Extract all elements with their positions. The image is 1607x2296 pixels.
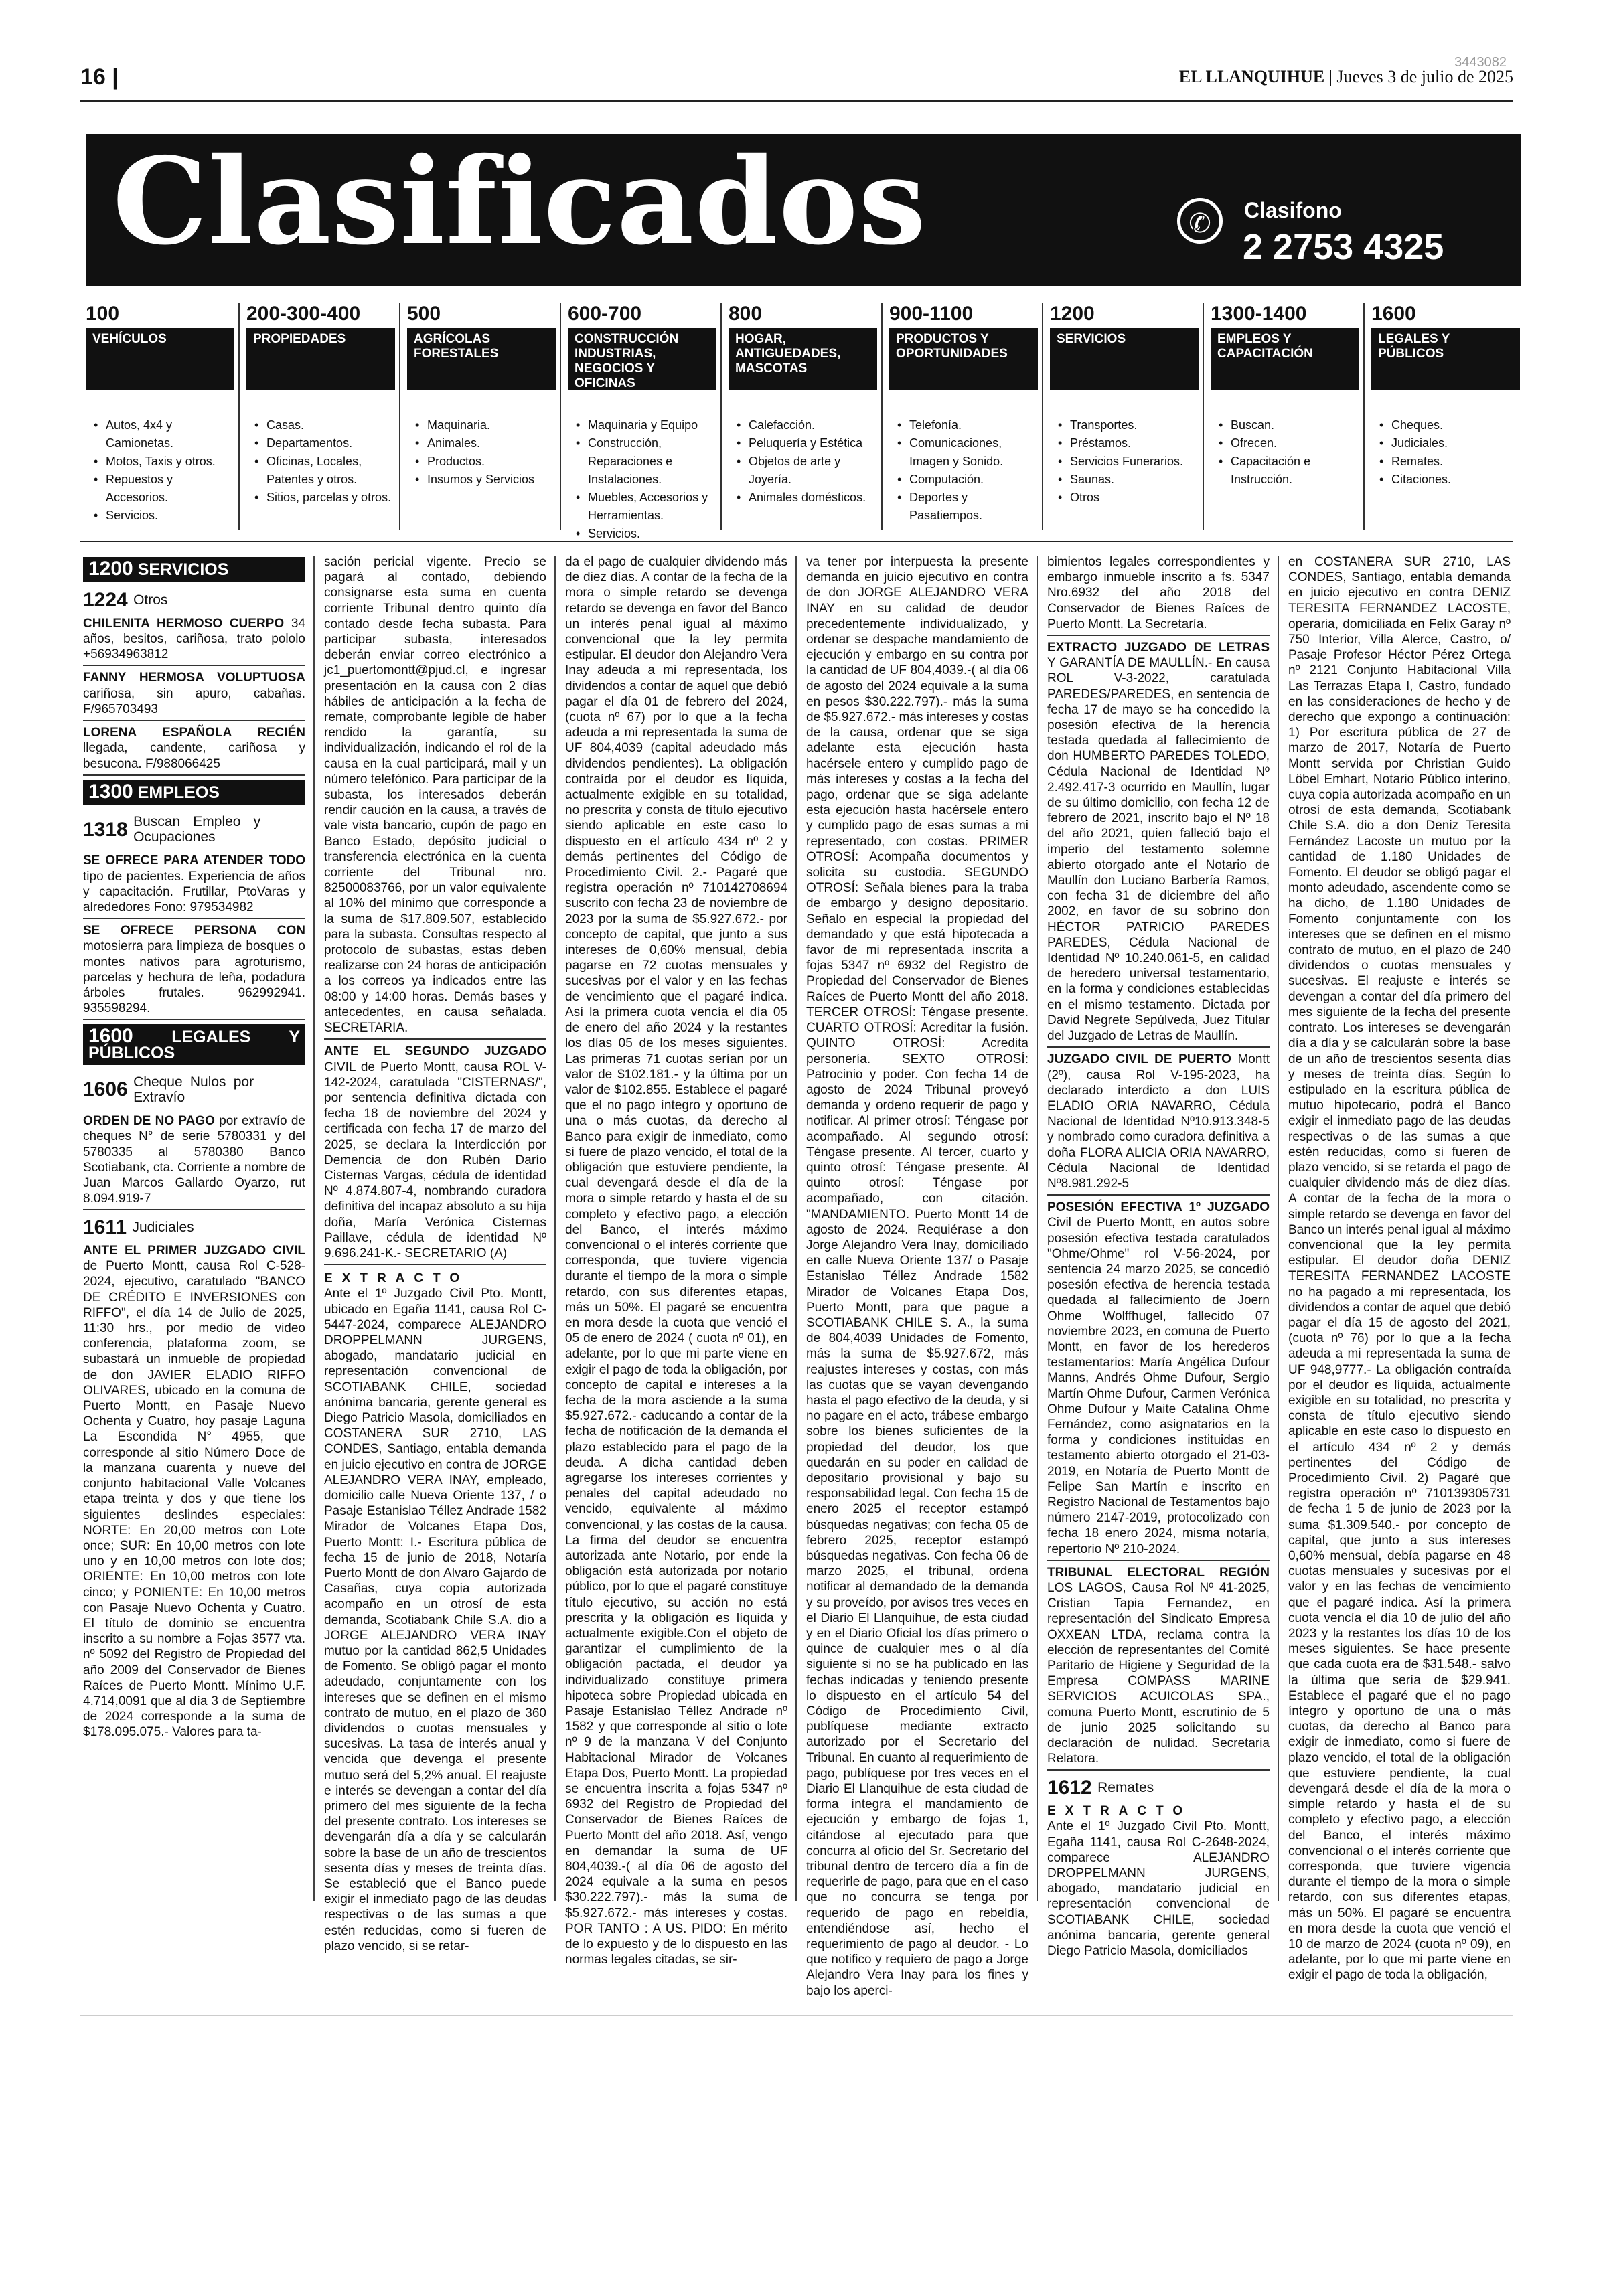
category-number: 1600 — [1371, 303, 1416, 325]
category-item: • Motos, Taxis y otros. — [106, 453, 234, 471]
category-item: • Servicios Funerarios. — [1070, 453, 1199, 471]
notice-text: Montt (2º), causa Rol V-195-2023, ha declarado interdicto a don LUIS ELADIO ORIA NAVARRO, Cédula Nacional de Identidad Nº10.913.348-5 y nombrado como curadora definitiva a doña FLORA ALICIA ORIA NAVARRO, Cédula Nacional de Identidad Nº8.981.292-5 — [1047, 1052, 1270, 1191]
top-rule — [80, 100, 1513, 102]
column-rule — [1278, 556, 1279, 1901]
category-column — [889, 303, 1038, 525]
category-number: 1300-1400 — [1211, 303, 1307, 325]
category-item: • Telefonía. — [909, 416, 1038, 434]
category-item: • Deportes y Pasatiempos. — [909, 489, 1038, 525]
ads-empleo-list — [83, 853, 305, 1020]
subsection-label: Judiciales — [132, 1219, 194, 1235]
category-separator — [720, 303, 722, 530]
category-name: PRODUCTOS Y OPORTUNIDADES — [889, 328, 1038, 390]
category-item: • Maquinaria. — [427, 416, 556, 434]
category-item: • Citaciones. — [1391, 471, 1520, 489]
notice-lead: JUZGADO CIVIL DE PUERTO — [1047, 1052, 1231, 1067]
classified-ad — [83, 853, 305, 919]
subsection-number: 1611 — [83, 1216, 127, 1238]
category-item: • Departamentos. — [266, 434, 395, 453]
classified-ad — [83, 670, 305, 721]
classified-ad — [83, 923, 305, 1020]
category-items — [1371, 416, 1520, 489]
category-item: • Saunas. — [1070, 471, 1199, 489]
subsection-remates — [1047, 1776, 1270, 1799]
ad-lead: SE OFRECE PERSONA CON — [83, 924, 305, 938]
category-number: 500 — [407, 303, 441, 325]
clasifono-number: 2 2753 4325 — [1243, 227, 1444, 267]
category-number: 1200 — [1050, 303, 1095, 325]
category-item: • Repuestos y Accesorios. — [106, 471, 234, 507]
clasifono-label: Clasifono — [1244, 198, 1342, 222]
category-separator — [1203, 303, 1204, 530]
category-column — [407, 303, 556, 489]
column-2 — [324, 554, 546, 1958]
category-item: • Comunicaciones, Imagen y Sonido. — [909, 434, 1038, 471]
ad-text: de Puerto Montt, causa Rol C-528-2024, ejecutivo, caratulado "BANCO DE CRÉDITO E INVERSIONES con RIFFO", el día 14 de Julio de 2025, 11:30 hrs., por medio de video conferencia, plataforma zoom, se subastará un inmueble de propiedad de don JAVIER ELADIO RIFFO OLIVARES, ubicado en la comuna de Puerto Montt, en Pasaje Nuevo Ochenta y Cuatro, hoy pasaje Laguna La Escondida N° 4955, que corresponde al sitio Número Doce de la manzana cuarenta y nueve del conjunto habitacional Valle Volcanes etapa treinta y dos y que tiene los siguientes deslindes especiales: NORTE: En 20,00 metros con Lote once; SUR: En 10,00 metros con lote uno y en 10,00 metros con lote dos; ORIENTE: En 10,00 metros con lote cinco; y PONIENTE: En 10,00 metros con Pasaje Nuevo Ochenta y Cuatro. El título de dominio se encuentra inscrito a su nombre a Fojas 3577 vta. nº 5092 del Registro de Propiedad del año 2009 del Conservador de Bienes Raíces de Puerto Montt. Mínimo U.F. 4.714,0091 que al día 3 de Septiembre de 2024 corresponde a la suma de $178.095.075.- Valores para ta- — [83, 1259, 305, 1740]
subsection-label: Buscan Empleo y Ocupaciones — [133, 813, 261, 845]
ad-text: cariñosa, sin apuro, cabañas. F/965703493 — [83, 686, 305, 716]
notice-text: Y GARANTÍA DE MAULLÍN.- En causa ROL V-3-2022, caratulada PAREDES/PAREDES, en sentencia de fecha 17 de mayo se ha concedido la posesión efectiva de la herencia testada quedada al fallecimiento de don HUMBERTO PAREDES TOLEDO, Cédula Nacional de Identidad Nº 2.492.417-3 ocurrido en Maullín, lugar de su último domicilio, con fecha 12 de febrero de 2021, inscrito bajo el Nº 18 del año 2021, quien falleció bajo el imperio del testamento solemne abierto otorgado ante el Notario de Maullín don Luciano Barbería Ramos, con fecha 31 de diciembre del año 2002, en favor de su sobrino don HÉCTOR PATRICIO PAREDES PAREDES, Cédula Nacional de Identidad Nº 10.240.061-5, en calidad de heredero universal testamentario, en la forma y condiciones establecidas en el mismo testamento. Dictada por David Negrete Sepúlveda, Juez Titular del Juzgado de Letras de Maullín. — [1047, 656, 1270, 1044]
category-column — [1050, 303, 1199, 507]
column-rule — [554, 556, 556, 1901]
extracto-heading: EXTRACTO — [324, 1271, 469, 1286]
section-number: 1600 — [88, 1025, 133, 1048]
category-items — [729, 416, 877, 507]
extracto-heading: EXTRACTO — [1047, 1804, 1193, 1819]
category-name: VEHÍCULOS — [86, 328, 234, 390]
subsection-otros — [83, 588, 305, 611]
category-name: LEGALES Y PÚBLICOS — [1371, 328, 1520, 390]
section-label: SERVICIOS — [137, 560, 229, 579]
section-number: 1300 — [88, 780, 133, 803]
legal-notice — [1047, 640, 1270, 1048]
ad-lead: ORDEN DE NO PAGO — [83, 1114, 215, 1129]
classified-ad — [83, 616, 305, 667]
subsection-number: 1224 — [83, 588, 128, 611]
subsection-judiciales — [83, 1216, 305, 1238]
document-code: 3443082 — [1454, 55, 1507, 70]
section-number: 1200 — [88, 558, 133, 580]
notice-text: LOS LAGOS, Causa Rol Nº 41-2025, Cristian Tapia Fernandez, en representación del Sindicato Empresa OXXEAN LTDA, reclama contra la elección de representantes del Comité Paritario de Higiene y Seguridad de la Empresa COMPASS MARINE SERVICIOS ACUICOLAS SPA., comuna Puerto Montt, escrutinio de 5 de junio 2025 solicitando su declaración de nulidad. Secretaria Relatora. — [1047, 1581, 1270, 1767]
category-item: • Buscan. — [1231, 416, 1359, 434]
category-number: 200-300-400 — [246, 303, 361, 325]
column-rule — [1037, 556, 1038, 1901]
category-item: • Ofrecen. — [1231, 434, 1359, 453]
category-item: • Muebles, Accesorios y Herramientas. — [588, 489, 716, 525]
category-item: • Oficinas, Locales, Patentes y otros. — [266, 453, 395, 489]
category-items — [889, 416, 1038, 525]
category-items — [568, 416, 716, 543]
ad-text: llegada, candente, cariñosa y besucona. F/988066425 — [83, 741, 305, 771]
masthead — [1179, 67, 1513, 87]
category-separator — [881, 303, 883, 530]
column-6 — [1288, 554, 1511, 1987]
category-item: • Objetos de arte y Joyería. — [749, 453, 877, 489]
ad-text: por extravío de cheques N° de serie 5780331 y del 5780335 al 5780380 Banco Scotiabank, cta. Corriente a nombre de Juan Marcos Gallardo Oyarzo, rut 8.094.919-7 — [83, 1114, 305, 1206]
notice-text: Civil de Puerto Montt, en autos sobre posesión efectiva testada caratulados "Ohme/Ohme" rol V-56-2024, por sentencia 24 marzo 2025, se concedió posesión efectiva de herencia testada quedada al fallecimiento de Joern Ohme Wolffhugel, fallecido 07 noviembre 2023, en comuna de Puerto Montt, en favor de los herederos testamentarios: María Angélica Dufour Manns, Andrés Ohme Dufour, Sergio Martín Ohme Dufour, Carmen Verónica Ohme Dufour y Maite Catalina Ohme Fernández, como asignatarios en la forma y condiciones instituidas en testamento abierto otorgado el 21-03-2019, en Notaría de Puerto Montt de Felipe San Martín e inscrito en Registro Nacional de Testamentos bajo número 2147-2019, protocolizado con fecha 18 enero 2024, misma notaría, repertorio Nº 210-2024. — [1047, 1216, 1270, 1556]
category-item: • Construcción, Reparaciones e Instalaciones. — [588, 434, 716, 489]
ad-text: motosierra para limpieza de bosques o montes nativos para agroturismo, parcelas y hechura de leña, podadura árboles frutales. 962992941. 935598294. — [83, 939, 305, 1016]
category-name: SERVICIOS — [1050, 328, 1199, 390]
category-number: 100 — [86, 303, 120, 325]
ad-lead: SE OFRECE PARA ATENDER TODO — [83, 853, 305, 868]
subsection-buscan — [83, 814, 305, 845]
ads-otros-list — [83, 616, 305, 776]
category-rule — [80, 541, 1513, 542]
category-item: • Productos. — [427, 453, 556, 471]
category-column — [568, 303, 716, 543]
category-items — [1211, 416, 1359, 489]
notice-lead: POSESIÓN EFECTIVA 1º JUZGADO — [1047, 1200, 1270, 1215]
category-separator — [560, 303, 561, 530]
category-item: • Préstamos. — [1070, 434, 1199, 453]
notice-lead: ANTE EL SEGUNDO JUZGADO — [324, 1044, 546, 1059]
category-number: 600-700 — [568, 303, 642, 325]
notice-lead: EXTRACTO JUZGADO DE LETRAS — [1047, 641, 1270, 655]
category-name: PROPIEDADES — [246, 328, 395, 390]
category-separator — [1363, 303, 1365, 530]
masthead-date: | Jueves 3 de julio de 2025 — [1328, 67, 1513, 86]
legal-notice — [324, 1044, 546, 1265]
category-item: • Judiciales. — [1391, 434, 1520, 453]
bottom-rule — [80, 2015, 1513, 2016]
category-items — [1050, 416, 1199, 507]
legal-notice: bimientos legales correspondientes y embargo inmueble inscrito a fs. 5347 Nro.6932 del año 2018 del Conservador de Bienes Raíces de Puerto Montt. La Secretaría. — [1047, 554, 1270, 636]
category-item: • Sitios, parcelas y otros. — [266, 489, 395, 507]
column-rule — [313, 556, 315, 1901]
category-name: HOGAR, ANTIGUEDADES, MASCOTAS — [729, 328, 877, 390]
category-items — [86, 416, 234, 525]
category-separator — [399, 303, 400, 530]
subsection-number: 1318 — [83, 818, 128, 841]
ad-lead: FANNY HERMOSA VOLUPTUOSA — [83, 671, 305, 685]
subsection-number: 1612 — [1047, 1776, 1092, 1799]
category-item: • Animales. — [427, 434, 556, 453]
category-column — [1371, 303, 1520, 489]
category-items — [246, 416, 395, 507]
category-separator — [1042, 303, 1043, 530]
subsection-cheques — [83, 1074, 305, 1105]
subsection-label: Cheque Nulos por Extravío — [133, 1074, 254, 1105]
masthead-name: EL LLANQUIHUE — [1178, 67, 1325, 86]
legal-notice: va tener por interpuesta la presente demanda en juicio ejecutivo en contra de don JORGE ALEJANDRO VERA INAY en su calidad de deudor precedentemente individualizado, y ordenar se despache mandamiento de ejecución y embargo en su contra por la cantidad de UF 804,4039.-( al día 06 de agosto del 2024 equivale a la suma en pesos $30.222.797).- más la suma de $5.927.672.- más intereses y costas de la causa, ordenar que se siga adelante esta ejecución hasta hacérsele entero y cumplido pago de más intereses y costas a la fecha del pago, ordenar que se siga adelante esta ejecución hasta hacérsele entero y cumplido pago de esas sumas a mi representado, con costas. PRIMER OTROSÍ: Acompaña documentos y solicita su custodia. SEGUNDO OTROSÍ: Señala bienes para la traba de embargo y designo depositario. Señalo en especial la propiedad del demandado y que está hipotecada a favor de mi representada inscrita a fojas 5347 nº 6932 del Registro de Propiedad del Conservador de Bienes Raíces de Puerto Montt del año 2018. TERCER OTROSÍ: Téngase presente. CUARTO OTROSÍ: Acreditar la fusión. QUINTO OTROSÍ: Acredita personería. SEXTO OTROSÍ: Patrocinio y poder. Con fecha 14 de agosto de 2024 Tribunal proveyó demanda y ordeno requerir de pago y notificar. Al primer otrosí: Téngase por acompañado. Al segundo otrosí: Téngase presente. Al tercer, cuarto y quinto otrosí: Téngase presente. Al quinto otrosí: Téngase por acompañado, con citación. "MANDAMIENTO. Puerto Montt 14 de agosto de 2024. Requiérase a don Jorge Alejandro Vera Inay, domiciliado en calle Nueva Oriente 137/ o Pasaje Estanislao Téllez Andrade 1582 Mirador de Volcanes Etapa Dos, Puerto Montt, para que pague a SCOTIABANK CHILE S. A., la suma de 804,4039 Unidades de Fomento, más la suma de $5.927.672, más reajustes intereses y costas, con más las cuotas que se vayan devengando hasta el pago efectivo de la deuda, y si no pagare en el acto, trábese embargo sobre los bienes suficientes de la propiedad del deudor, los que quedarán en su poder en calidad de depositario provisional y bajo su responsabilidad legal. Con fecha 15 de enero 2025 el receptor estampó búsquedas negativas; con fecha 05 de febrero 2025, receptor estampó búsquedas negativas. Con fecha 06 de marzo 2025, el tribunal, ordena notificar al demandado de la demanda y su proveído, por avisos tres veces en el Diario El Llanquihue, de esta ciudad y en el Diario Oficial los días primero o quince de cualquier mes o al día siguiente si no se ha publicado en las fechas indicadas y teniendo presente lo dispuesto en el artículo 54 del Código de Procedimiento Civil, publíquese mediante extracto autorizado por el Secretario del Tribunal. En cuanto al requerimiento de pago, publíquese por tres veces en el Diario El Llanquihue de esta ciudad de forma íntegra el mandamiento de ejecución y embargo de fojas 1, citándose al ejecutado para que concurra al oficio del Sr. Secretario del tribunal dentro de tercero día a fin de requerirle de pago, para que en el caso que no concurra se tenga por requerido de pago en rebeldía, entendiéndose así, hecho el requerimiento de pago al deudor. - Lo que notifico y requiero de pago a Jorge Alejandro Vera Inay para los fines y bajo los aperci- — [806, 555, 1028, 1998]
section-label: EMPLEOS — [137, 783, 220, 802]
category-item: • Capacitación e Instrucción. — [1231, 453, 1359, 489]
category-column — [1211, 303, 1359, 489]
category-item: • Peluquería y Estética — [749, 434, 877, 453]
ad-lead: ANTE EL PRIMER JUZGADO CIVIL — [83, 1244, 305, 1258]
category-item: • Casas. — [266, 416, 395, 434]
section-legales — [83, 1024, 305, 1064]
legal-notice: sación pericial vigente. Precio se pagará al contado, debiendo consignarse esta suma en cuenta corriente Tribunal dentro quinto día contado desde fecha subasta. Para participar subasta, interesados deberán enviar correo electrónico a jc1_puertomontt@pjud.cl, e ingresar presentación en la causa con 2 días hábiles de anticipación a la fecha de remate, comprobante legible de haber rendido la garantía, su individualización, indicando el rol de la causa en la cual participará, mail y un número telefónico. Para participar de la subasta, los interesados deberán rendir caución en la causa, a través de vale vista bancario, cupón de pago en Banco Estado, depósito judicial o transferencia electrónica en la cuenta corriente del Tribunal nro. 82500083766, por un valor equivalente al 10% del mínimo que corresponde a la suma de $17.809.507, establecido para la subasta. Consultas respecto al protocolo de subastas, estas deben realizarse con 24 horas de anticipación a los correos ya indicados entre las 08:00 y 14:00 horas. Demás bases y antecedentes, en causa señalada. SECRETARIA. — [324, 554, 546, 1040]
category-items — [407, 416, 556, 489]
legal-notice — [1047, 1200, 1270, 1561]
category-item: • Servicios. — [588, 525, 716, 543]
section-empleos — [83, 780, 305, 805]
column-1 — [83, 554, 305, 1744]
category-number: 900-1100 — [889, 303, 974, 325]
column-4 — [806, 554, 1028, 2003]
legal-notice: Ante el 1º Juzgado Civil Pto. Montt, Egaña 1141, causa Rol C-2648-2024, comparece ALEJANDRO DROPPELMANN JURGENS, abogado, mandatario judicial en representación convencional de SCOTIABANK CHILE, sociedad anónima bancaria, gerente general Diego Patricio Masola, domiciliados — [1047, 1819, 1270, 1958]
category-item: • Transportes. — [1070, 416, 1199, 434]
category-item: • Animales domésticos. — [749, 489, 877, 507]
category-item: • Otros — [1070, 489, 1199, 507]
legal-notice — [1047, 1052, 1270, 1196]
subsection-label: Otros — [133, 592, 168, 608]
category-name: EMPLEOS Y CAPACITACIÓN — [1211, 328, 1359, 390]
ad-lead: CHILENITA HERMOSO CUERPO — [83, 616, 285, 631]
category-item: • Remates. — [1391, 453, 1520, 471]
column-3 — [565, 554, 787, 1971]
legal-notice: Ante el 1º Juzgado Civil Pto. Montt, ubicado en Egaña 1141, causa Rol C-5447-2024, comparece ALEJANDRO DROPPELMANN JURGENS, abogado, mandatario judicial en representación convencional de SCOTIABANK CHILE, sociedad anónima bancaria, gerente general es Diego Patricio Masola, domiciliados en COSTANERA SUR 2710, LAS CONDES, Santiago, entabla demanda en juicio ejecutivo en contra de JORGE ALEJANDRO VERA INAY, empleado, domicilio calle Nueva Oriente 137, / o Pasaje Estanislao Téllez Andrade 1582 Mirador de Volcanes Etapa Dos, Puerto Montt: I.- Escritura pública de fecha 15 de junio de 2018, Notaría Puerto Montt de don Alvaro Gajardo de Casañas, cuya copia autorizada acompaño en un otrosí de esta demanda, Scotiabank Chile S.A. dio a JORGE ALEJANDRO VERA INAY mutuo por la cantidad 862,5 Unidades de Fomento. Se obligó pagar el monto adeudado, conjuntamente con los intereses que se definen en el mismo contrato de mutuo, en el plazo de 360 dividendos o cuotas mensuales y sucesivas. La tasa de interés anual y vencida que devenga el presente mutuo será del 5,2% anual. El reajuste e interés se devengan a contar del día primero del mes siguiente de la fecha del presente contrato. Los intereses se devengarán día a día y se calcularán sobre la base de un año de trescientos sesenta días y meses de treinta días. Se estableció que el Banco puede exigir el inmediato pago de las deudas respectivas o de las sumas a que estén reducidas, como si fueren de plazo vencido, si se retar- — [324, 1287, 546, 1953]
subsection-label: Remates — [1097, 1779, 1154, 1795]
category-item: • Maquinaria y Equipo — [588, 416, 716, 434]
legal-notice: da el pago de cualquier dividendo más de diez días. A contar de la fecha de la mora o simple retardo se devenga retardo se devenga en favor del Banco un interés penal igual al máximo convencional que la ley permita estipular. El deudor don Alejandro Vera Inay adeuda a mi representada, los dividendos a contar de aquel que debió pagar el día 01 de febrero del 2024, (cuota nº 67) por lo que a la fecha adeuda a mi representada la suma de UF 804,4039 (capital adeudado más dividendos pendientes). La obligación contraída por el deudor es líquida, actualmente exigible en su totalidad, no prescrita y consta de título ejecutivo siendo aplicable en este caso lo dispuesto en el artículo 434 nº 2 y demás pertinentes del Código de Procedimiento Civil. 2.- Pagaré que registra operación nº 710142708694 suscrito con fecha 23 de noviembre de 2023 por la suma de $5.927.672.- por concepto de capital, que junto a sus intereses de 0,60% mensual, debía pagarse en 72 cuotas mensuales y sucesivas por el valor y en las fechas de vencimiento que el pagaré indica. Así la primera cuota vencía el día 05 de enero del año 2024 y la restantes los días 05 de los meses siguientes. Las primeras 71 cuotas serían por un valor de $102.181.- y la última por un valor de $102.855. Establece el pagaré que el no pago íntegro y oportuno de una o más cuotas, da derecho al Banco para exigir de inmediato, como si fuere de plazo vencido, el total de la obligación que estuviere pendiente, la cual devengará desde el día de la mora o simple retardo y hasta el de su completo y efectivo pago, a elección del Banco, el interés máximo convencional o el interés corriente que corresponda, que tuviere vigencia durante el tiempo de la mora o simple retardo, con sus diferentes etapas, más un 50%. El pagaré se encuentra en mora desde la cuota que venció el 05 de enero de 2024 ( cuota nº 01), en adelante, por lo que mi parte viene en exigir el pago de toda la obligación, por concepto de capital e intereses a la fecha de la mora asciende a la suma $5.927.672.- caducando a contar de la fecha de notificación de la demanda el plazo establecido para el pago de la deuda. A dicha cantidad deben agregarse los intereses corrientes y penales del capital adeudado no vencido, equivalente al máximo convencional, y las costas de la causa. La firma del deudor se encuentra autorizada ante Notario, por ende la obligación está autorizada por notario público, por lo que el pagaré constituye título ejecutivo, su acción no está prescrita y la obligación es líquida y actualmente exigible.Con el objeto de garantizar el cumplimiento de la obligación pactada, el deudor ya individualizado constituye primera hipoteca sobre Propiedad ubicada en Pasaje Estanislao Téllez Andrade nº 1582 y que corresponde al sitio o lote nº 9 de la manzana V del Conjunto Habitacional Mirador de Volcanes Etapa Dos, Puerto Montt. La propiedad se encuentra inscrita a fojas 5347 nº 6932 del Registro de Propiedad del Conservador de Bienes Raíces de Puerto Montt del año 2018. Así, vengo en demandar la suma de UF 804,4039.-( al día 06 de agosto del 2024 equivale a la suma en pesos $30.222.797).- más la suma de $5.927.672.- más intereses y costas. POR TANTO : A US. PIDO: En mérito de lo expuesto y de lo dispuesto en las normas legales citadas, se sir- — [565, 555, 787, 1967]
category-item: • Calefacción. — [749, 416, 877, 434]
section-servicios — [83, 557, 305, 582]
phone-icon: ✆ — [1177, 198, 1223, 244]
category-item: • Insumos y Servicios — [427, 471, 556, 489]
page-number: 16 | — [80, 64, 119, 90]
subsection-number: 1606 — [83, 1078, 128, 1101]
category-separator — [238, 303, 240, 530]
legal-notice: en COSTANERA SUR 2710, LAS CONDES, Santiago, entabla demanda en juicio ejecutivo en contra DENIZ TERESITA FERNANDEZ LACOSTE, operaria, domiciliada en Felix Garay nº 750 Interior, Villa Alerce, Castro, o/ Pasaje Profesor Héctor Pérez Ortega nº 2121 Conjunto Habitacional Villa Las Terrazas Etapa I, Castro, fundado en las consideraciones de hecho y de derecho que expongo a continuación: 1) Por escritura pública de 27 de marzo de 2017, Notaría de Puerto Montt servida por Christian Guido Löbel Emhart, Notario Público interino, cuya copia autorizada acompaño en un otrosí de esta demanda, Scotiabank Chile S.A. dio a don Deniz Teresita Fernández Lacoste un mutuo por la cantidad de 1.180 Unidades de Fomento. El deudor se obligó pagar el monto adeudado, ascendente como se ha dicho, de 1.180 Unidades de Fomento conjuntamente con los intereses que se definen en el mismo contrato de mutuo, en el plazo de 240 dividendos o cuotas mensuales y sucesivas. El reajuste e interés se devengan a contar del día primero del mes siguiente de la fecha del presente contrato. Los intereses se devengarán día a día y se calcularán sobre la base de un año de trescientos sesenta días y meses de treinta días. Según lo estipulado en la escritura pública de mutuo hipotecario, podrá el Banco exigir el inmediato pago de las deudas respectivas o de las sumas a que estén reducidas, como si fueren de plazo vencido, si se retarda el pago de cualquier dividendo más de diez días. A contar de la fecha de la mora o simple retardo se devenga en favor del Banco un interés penal igual al máximo convencional que la ley permita estipular. El deudor doña DENIZ TERESITA FERNANDEZ LACOSTE no ha pagado a mi representada, los dividendos a contar de aquel que debió pagar el día 15 de agosto del 2021, (cuota nº 76) por lo que a la fecha adeuda a mi representada la suma de UF 948,9777.- La obligación contraída por el deudor es líquida, actualmente exigible en su totalidad, no prescrita y consta de título ejecutivo siendo aplicable en este caso lo dispuesto en el artículo 434 nº 2 y demás pertinentes del Código de Procedimiento Civil. 2) Pagaré que registra operación nº 710139305731 de fecha 1 5 de junio de 2023 por la suma $1.309.540.- por concepto de capital, que junto a sus intereses 0,60% mensual, debía pagarse en 48 cuotas mensuales y sucesivas por el valor y en las fechas de vencimiento que el pagaré indica. Así la primera cuota vencía el día 10 de julio del año 2023 y la restantes los días 10 de los meses siguientes. Se hace presente que cada cuota era de $31.548.- salvo la última que sería de $29.941. Establece el pagaré que el no pago íntegro y oportuno de una o más cuotas, da derecho al Banco para exigir de inmediato, como si fuere de plazo vencido, el total de la obligación que estuviere pendiente, la cual devengará desde el día de la mora o simple retardo y hasta el de su completo y efectivo pago, a elección del Banco, el interés máximo convencional o el interés corriente que corresponda, que tuviere vigencia durante el tiempo de la mora o simple retardo, con sus diferentes etapas, más un 50%. El pagaré se encuentra en mora desde la cuota que venció el 10 de marzo de 2024 (cuota nº 09), en adelante, por lo que mi parte viene en exigir el pago de toda la obligación, — [1288, 555, 1511, 1983]
column-5 — [1047, 554, 1270, 1963]
section-label: LEGALES Y PÚBLICOS — [88, 1028, 300, 1062]
category-number: 800 — [729, 303, 763, 325]
classified-ad — [83, 725, 305, 776]
ad-lead: LORENA ESPAÑOLA RECIÉN — [83, 726, 305, 740]
category-item: • Servicios. — [106, 507, 234, 525]
ad-judicial — [83, 1243, 305, 1740]
category-column — [86, 303, 234, 525]
ad-text: 34 años, besitos, cariñosa, trato pololo +56934963812 — [83, 616, 306, 662]
category-name: AGRÍCOLAS FORESTALES — [407, 328, 556, 390]
notice-lead: TRIBUNAL ELECTORAL REGIÓN — [1047, 1565, 1270, 1580]
legal-notice — [1047, 1565, 1270, 1771]
ad-cheque — [83, 1113, 305, 1210]
category-item: • Autos, 4x4 y Camionetas. — [106, 416, 234, 453]
ad-text: tipo de pacientes. Experiencia de años y capacitación. Frutillar, PtoVaras y alrededores Fono: 979534982 — [83, 869, 305, 914]
category-item: • Computación. — [909, 471, 1038, 489]
category-item: • Cheques. — [1391, 416, 1520, 434]
notice-text: CIVIL de Puerto Montt, causa ROL V-142-2024, caratulada "CISTERNAS/", por sentencia definitiva dictada con fecha 18 de noviembre del 2024 y certificada con fecha 17 de marzo del 2025, se declara la Interdicción por Demencia de don Rubén Darío Cisternas Vargas, cédula de identidad Nº 4.874.807-4, nombrando curadora definitiva del incapaz absoluto a su hija doña, María Verónica Cisternas Paillave, cédula de identidad Nº 9.696.241-K.- SECRETARIO (A) — [324, 1060, 546, 1260]
banner-title: Clasificados — [112, 131, 927, 271]
category-column — [246, 303, 395, 507]
category-column — [729, 303, 877, 507]
category-name: CONSTRUCCIÓN INDUSTRIAS, NEGOCIOS Y OFICINAS — [568, 328, 716, 390]
column-rule — [795, 556, 797, 1901]
